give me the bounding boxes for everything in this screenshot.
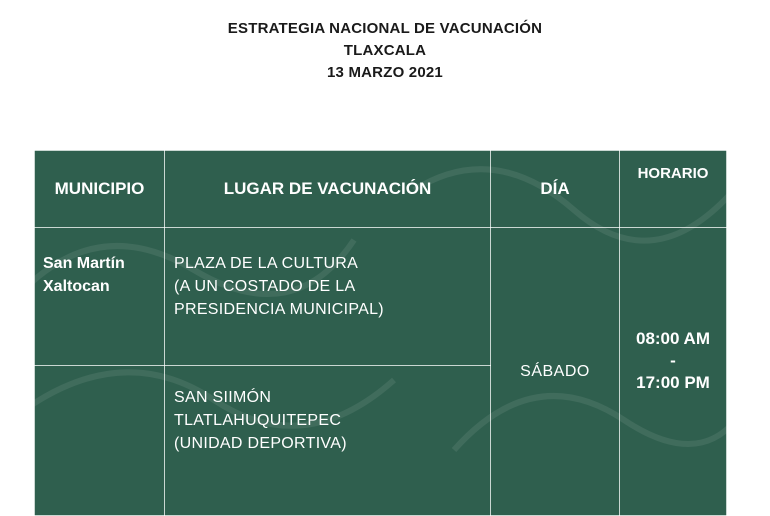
lugar-line: PLAZA DE LA CULTURA (174, 255, 359, 272)
horario-end: 17:00 PM (636, 372, 710, 392)
header-date: 13 MARZO 2021 (327, 64, 443, 81)
horario-start: 08:00 AM (635, 328, 710, 348)
dia-cell: SÁBADO (491, 228, 620, 516)
column-header-dia: DÍA (491, 151, 620, 228)
header-state: TLAXCALA (343, 42, 427, 59)
horario-separator: - (670, 350, 676, 370)
lugar-line: PRESIDENCIA MUNICIPAL) (174, 301, 384, 318)
lugar-line: (UNIDAD DEPORTIVA) (174, 435, 347, 452)
municipio-name-line1: San Martín (43, 255, 125, 272)
column-header-lugar: LUGAR DE VACUNACIÓN (165, 151, 491, 228)
horario-cell (620, 228, 727, 516)
column-header-municipio: MUNICIPIO (35, 151, 165, 228)
lugar-cell (165, 228, 491, 366)
lugar-cell (165, 366, 491, 516)
document-header (0, 18, 770, 84)
column-header-horario: HORARIO (620, 151, 727, 228)
table-header-row (35, 151, 727, 228)
municipio-cell (35, 228, 165, 366)
vaccination-schedule-table (34, 150, 727, 516)
header-title: ESTRATEGIA NACIONAL DE VACUNACIÓN (227, 20, 543, 37)
municipio-name-line2: Xaltocan (43, 278, 110, 295)
lugar-line: SAN SIIMÓN (174, 389, 272, 406)
municipio-cell-empty (35, 366, 165, 516)
lugar-line: TLATLAHUQUITEPEC (174, 412, 342, 429)
lugar-line: (A UN COSTADO DE LA (174, 278, 356, 295)
table-row (35, 228, 727, 366)
